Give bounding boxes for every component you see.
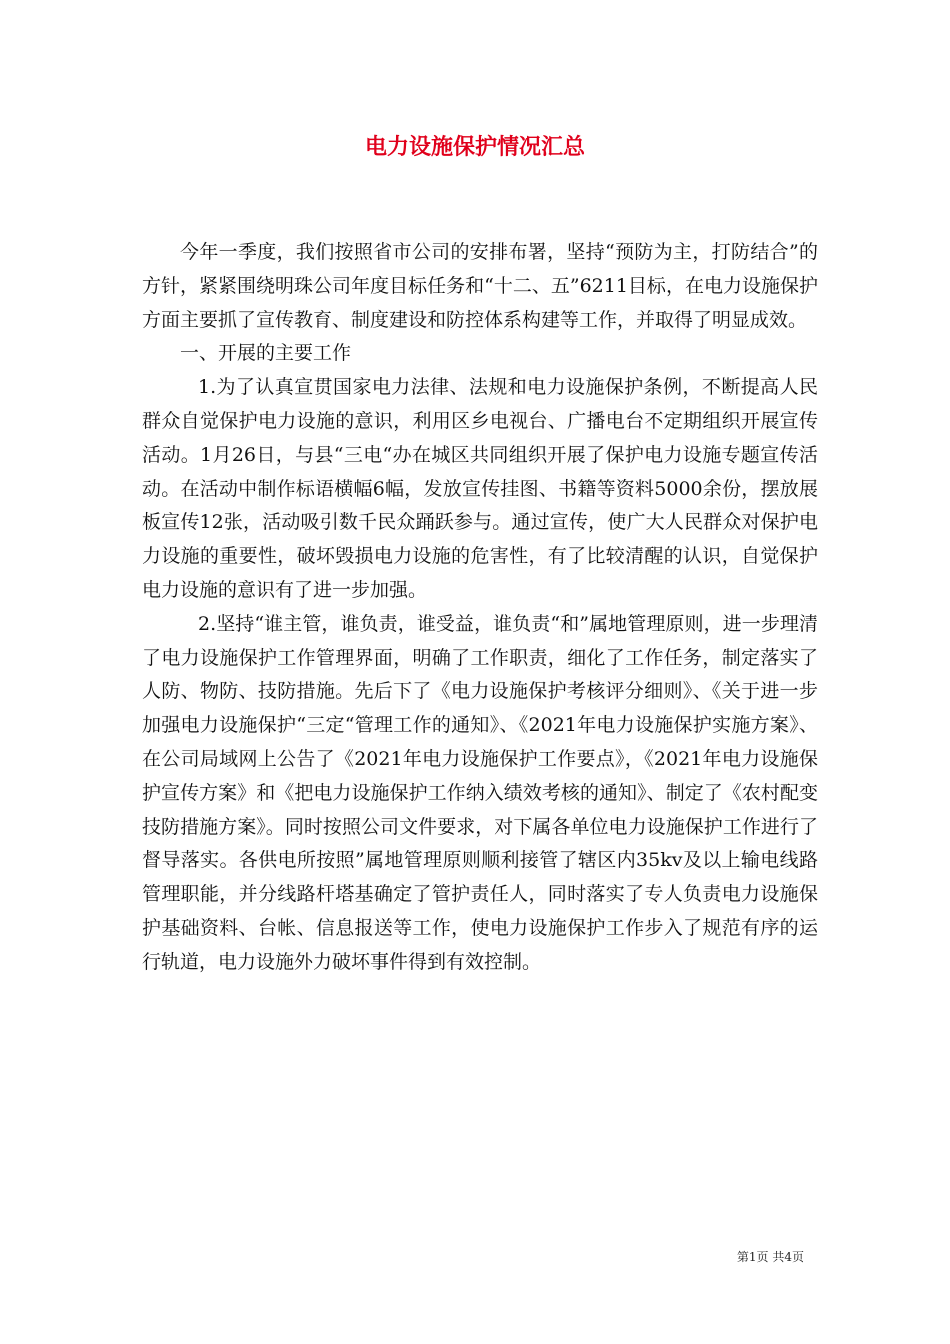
document-title: 电力设施保护情况汇总 [364, 134, 585, 160]
item-paragraph-2: 2.坚持“谁主管，谁负责，谁受益，谁负责“和”属地管理原则，进一步理清了电力设施保护工作管理界面，明确了工作职责，细化了工作任务，制定落实了人防、物防、技防措施。先后下了《电力设施保护考核评分细则》、《关于进一步加强电力设施保护“三定“管理工作的通知》、《2021年电力设施保护实施方案》、在公司局域网上公告了《2021年电力设施保护工作要点》，《2021年电力设施保护宣传方案》和《把电力设施保护工作纳入绩效考核的通知》、制定了《农村配变技防措施方案》。同时按照公司文件要求，对下属各单位电力设施保护工作进行了督导落实。各供电所按照”属地管理原则顺利接管了辖区内35kv及以上输电线路管理职能，并分线路杆塔基确定了管护责任人，同时落实了专人负责电力设施保护基础资料、台帐、信息报送等工作，使电力设施保护工作步入了规范有序的运行轨道，电力设施外力破坏事件得到有效控制。 [142, 612, 818, 973]
section-heading: 一、开展的主要工作 [180, 342, 352, 365]
intro-paragraph: 今年一季度，我们按照省市公司的安排布署，坚持“预防为主，打防结合”的方针，紧紧围绕明珠公司年度目标任务和“十二、五”6211目标，在电力设施保护方面主要抓了宣传教育、制度建设和防控体系构建等工作，并取得了明显成效。 [142, 241, 818, 331]
document-body [142, 236, 818, 980]
item-paragraph-1: 1.为了认真宣贯国家电力法律、法规和电力设施保护条例，不断提高人民群众自觉保护电力设施的意识，利用区乡电视台、广播电台不定期组织开展宣传活动。1月26日，与县“三电“办在城区共同组织开展了保护电力设施专题宣传活动。在活动中制作标语横幅6幅，发放宣传挂图、书籍等资料5000余份，摆放展板宣传12张，活动吸引数千民众踊跃参与。通过宣传，使广大人民群众对保护电力设施的重要性，破坏毁损电力设施的危害性，有了比较清醒的认识，自觉保护电力设施的意识有了进一步加强。 [142, 376, 818, 601]
page-number-footer: 第1页 共4页 [736, 1250, 804, 1264]
